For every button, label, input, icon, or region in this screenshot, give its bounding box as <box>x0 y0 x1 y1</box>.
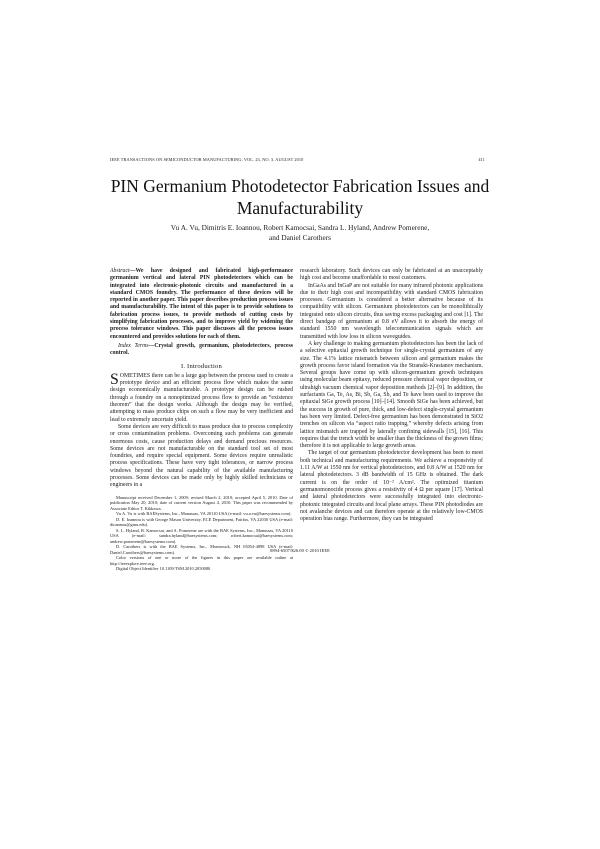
author-list <box>100 223 500 243</box>
right-column <box>300 268 483 523</box>
footnote: D. Carothers is with the BAE Systems, Inc., Montrouck, NH 03054-4898 USA (e-mail: Daniel.Carothers@baesystems.com). <box>110 544 293 555</box>
body-paragraph: research laboratory. Such devices can only be fabricated at an unacceptably high cost and become unaffordable to most customers. <box>300 268 483 282</box>
running-head <box>110 157 485 162</box>
footnote: Manuscript received December 1, 2009; revised March 2, 2010; accepted April 5, 2010. Date of publication May 20, 2010; date of current version August 4, 2010. This paper was recommended by Associate Editor T. Kikkawa. <box>110 494 293 511</box>
body-paragraph: A key challenge to making germanium photodetectors has been the lack of a selective epitaxial growth technique for single-crystal germanium of any size. The 4.1% lattice mismatch between silicon and germanium makes the growth process favor island formation via the Stranski-Krastanov mechanism. Several groups have come up with silicon-germanium growth techniques using molecular beam epitaxy, reduced pressure chemical vapor deposition, or ultrahigh vacuum chemical vapor deposition methods [2]–[9]. In addition, the surfactants Ga, Te, As, Bi, Sb, Ga, Sb, and Te have been used to improve the epitaxial SiGe growth process [10]–[14]. Smooth SiGe has been achieved, but the success in growth of pure, thick, and low-defect single-crystal germanium has been very limited. Defect-free germanium has been demonstrated in SiO2 trenches on silicon via “aspect ratio trapping,” whereby defects arising from lattice mismatch are trapped by laterally confining sidewalls [15], [16]. This requires that the trench width be smaller than the thickness of the grown films; therefore it is not applicable to large growth areas. <box>300 340 483 450</box>
body-paragraph: InGaAs and InGaP are not suitable for many infrared photonic applications due to their high cost and incompatibility with standard CMOS fabrication processes. Germanium is considered a better alternative because of its compatibility with silicon. Germanium photodetectors can be monolithically integrated onto silicon circuits, thus saving excess packaging and cost [1]. The direct bandgap of germanium at 0.8 eV allows it to absorb the energy of standard 1550 nm wavelength telecommunication signals which are transmitted with low loss in silicon waveguides. <box>300 282 483 340</box>
footnote: S. L. Hyland, R. Kamocsai, and A. Pomerene are with the BAE Systems, Inc., Manassas, VA 20110 USA (e-mail: sandra.hyland@baesystems.com; robert.kamocsai@baesystems.com; andrew.pomerene@baesystems.com). <box>110 527 293 544</box>
paper-title: PIN Germanium Photodetector Fabrication Issues and Manufacturability <box>110 176 490 218</box>
index-terms: Index Terms—Crystal growth, germanium, photodetectors, process control. <box>110 342 293 357</box>
abstract: Abstract—We have designed and fabricated high-performance germanium vertical and lateral PIN photodetectors which can be integrated into electronic-photonic circuits and manufactured in a standard CMOS foundry. The performance of these devices will be reported in another paper. This paper describes production process issues and manufacturability. The intent of this paper is to provide solutions to fabrication process issues, to provide methods of cutting costs by simplifying fabrication processes, and to improve yield by widening the process tolerance windows. This paper discusses all the process issues encountered and provides solutions for each of them. <box>110 268 293 340</box>
copyright-line: 0894-6507/$26.00 © 2010 IEEE <box>270 548 330 553</box>
abstract-text: We have designed and fabricated high-performance germanium vertical and lateral PIN photodetectors which can be integrated into electronic-photonic circuits and manufactured in a standard CMOS foundry. The performance of these devices will be reported in another paper. This paper describes production process issues and manufacturability. The intent of this paper is to provide solutions to fabrication process issues, to provide methods of cutting costs by simplifying fabrication processes, and to improve yield by widening the process tolerance windows. This paper discusses all the process issues encountered and provides solutions for each of them. <box>110 268 293 340</box>
section-heading-introduction: I. Introduction <box>180 362 223 370</box>
body-paragraph: Some devices are very difficult to mass produce due to process complexity or cross contamination problems. Overcoming such problems can generate enormous costs, cause production delays and demand precious resources. Some devices are not manufacturable on the standard tool set of most foundries, and require special equipment. Some devices require unrealistic process specifications. These have very tight tolerances, or narrow process windows beyond the natural capability of the available manufacturing processes. Some devices can be made only by highly skilled technicians or engineers in a <box>110 423 293 489</box>
footnote: Digital Object Identifier 10.1109/TSM.2010.2050080 <box>116 566 211 572</box>
footnote: Color versions of one or more of the figures in this paper are available online at http://ieeexplore.ieee.org. <box>110 555 293 566</box>
footnote: D. E. Ioannou is with George Mason University, ECE Department, Fairfax, VA 22030 USA (e-mail: dioannou@gmu.edu). <box>110 516 293 528</box>
footnote: Vu A. Vu is with BAESystems, Inc., Manassas, VA 20110 USA (e-mail: vu.a.vu@baesystems.com). <box>116 511 292 517</box>
left-column <box>110 268 293 572</box>
index-terms-text: Crystal growth, germanium, photodetectors, process control. <box>110 342 293 357</box>
authors-line-1: Vu A. Vu, Dimitris E. Ioannou, Robert Kamocsai, Sandra L. Hyland, Andrew Pomerene, <box>170 223 430 232</box>
page-number: 411 <box>478 157 485 162</box>
body-paragraph: SOMETIMES there can be a large gap between the process used to create a prototype device and an efficient process flow which makes the same design economically manufacturable. A prototype design can be rushed through a foundry on a nonoptimized process flow to provide an “existence theorem” that the design works. Although the design may be verified, attempting to mass produce chips on such a flow may be very inefficient and lead to extremely uncertain yield. <box>110 370 293 423</box>
body-paragraph: The target of our germanium photodetector development has been to meet both technical and manufacturing requirements. We achieve a responsivity of 1.11 A/W at 1550 nm for vertical photodetectors, and 0.8 A/W at 1520 nm for lateral photodetectors. 3 dB bandwidth of 15 GHz is obtained. The dark current is on the order of 10⁻² A/cm². The optimized titanium germanomonocide process gives a resistivity of 4 Ω per square [17]. Vertical and lateral photodetectors were successfully integrated into electronic-photonic integrated circuits and focal plane arrays. These PIN photodiodes are not avalanche devices and can therefore operate at the relatively low-CMOS operation bias range. Furthermore, they can be integrated <box>300 450 483 523</box>
index-terms-label: Index Terms <box>118 342 149 349</box>
authors-line-2: and Daniel Carothers <box>268 233 331 242</box>
abstract-label: Abstract <box>110 268 130 274</box>
footnotes <box>110 495 293 572</box>
journal-name: IEEE TRANSACTIONS ON SEMICONDUCTOR MANUFACTURING, VOL. 23, NO. 3, AUGUST 2010 <box>110 157 304 162</box>
